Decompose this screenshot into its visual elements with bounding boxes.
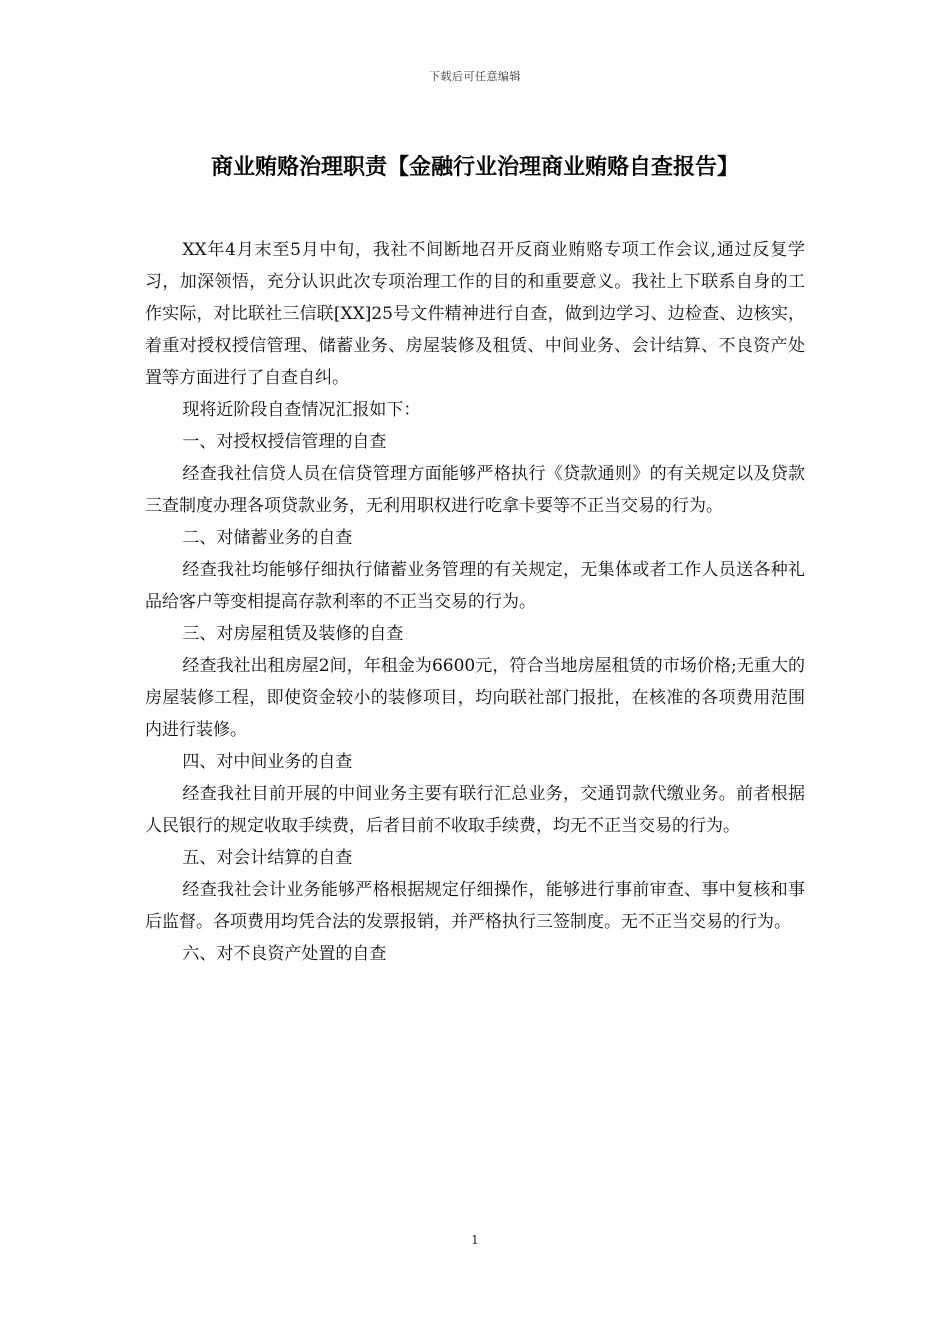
section-heading-6: 六、对不良资产处置的自查: [182, 944, 387, 964]
section-heading-2: 二、对储蓄业务的自查: [182, 528, 353, 548]
section-heading-3: 三、对房屋租赁及装修的自查: [182, 624, 404, 644]
section-body-3: 经查我社出租房屋2间，年租金为6600元，符合当地房屋租赁的市场价格;无重大的房屋装修工程，即使资金较小的装修项目，均向联社部门报批，在核准的各项费用范围内进行装修。: [145, 656, 805, 740]
page-number: 1: [471, 1233, 479, 1247]
section-body-4: 经查我社目前开展的中间业务主要有联行汇总业务，交通罚款代缴业务。前者根据人民银行的规定收取手续费，后者目前不收取手续费，均无不正当交易的行为。: [145, 784, 805, 836]
section-body-2: 经查我社均能够仔细执行储蓄业务管理的有关规定，无集体或者工作人员送各种礼品给客户等变相提高存款利率的不正当交易的行为。: [145, 560, 805, 612]
section-heading-5: 五、对会计结算的自查: [182, 848, 353, 868]
section-body-1: 经查我社信贷人员在信贷管理方面能够严格执行《贷款通则》的有关规定以及贷款三查制度办理各项贷款业务，无利用职权进行吃拿卡要等不正当交易的行为。: [145, 464, 805, 516]
section-heading-4: 四、对中间业务的自查: [182, 752, 353, 772]
document-body: [145, 234, 805, 970]
page-header-note: 下载后可任意编辑: [429, 70, 521, 83]
paragraph-summary-lead: 现将近阶段自查情况汇报如下：: [182, 400, 421, 420]
paragraph-intro: XX年4月末至5月中旬，我社不间断地召开反商业贿赂专项工作会议,通过反复学习，加深领悟，充分认识此次专项治理工作的目的和重要意义。我社上下联系自身的工作实际，对比联社三信联[XX]25号文件精神进行自查，做到边学习、边检查、边核实，着重对授权授信管理、储蓄业务、房屋装修及租赁、中间业务、会计结算、不良资产处置等方面进行了自查自纠。: [145, 240, 805, 388]
section-body-5: 经查我社会计业务能够严格根据规定仔细操作，能够进行事前审查、事中复核和事后监督。各项费用均凭合法的发票报销，并严格执行三签制度。无不正当交易的行为。: [145, 880, 805, 932]
document-title: 商业贿赂治理职责【金融行业治理商业贿赂自查报告】: [210, 155, 739, 180]
section-heading-1: 一、对授权授信管理的自查: [182, 432, 387, 452]
